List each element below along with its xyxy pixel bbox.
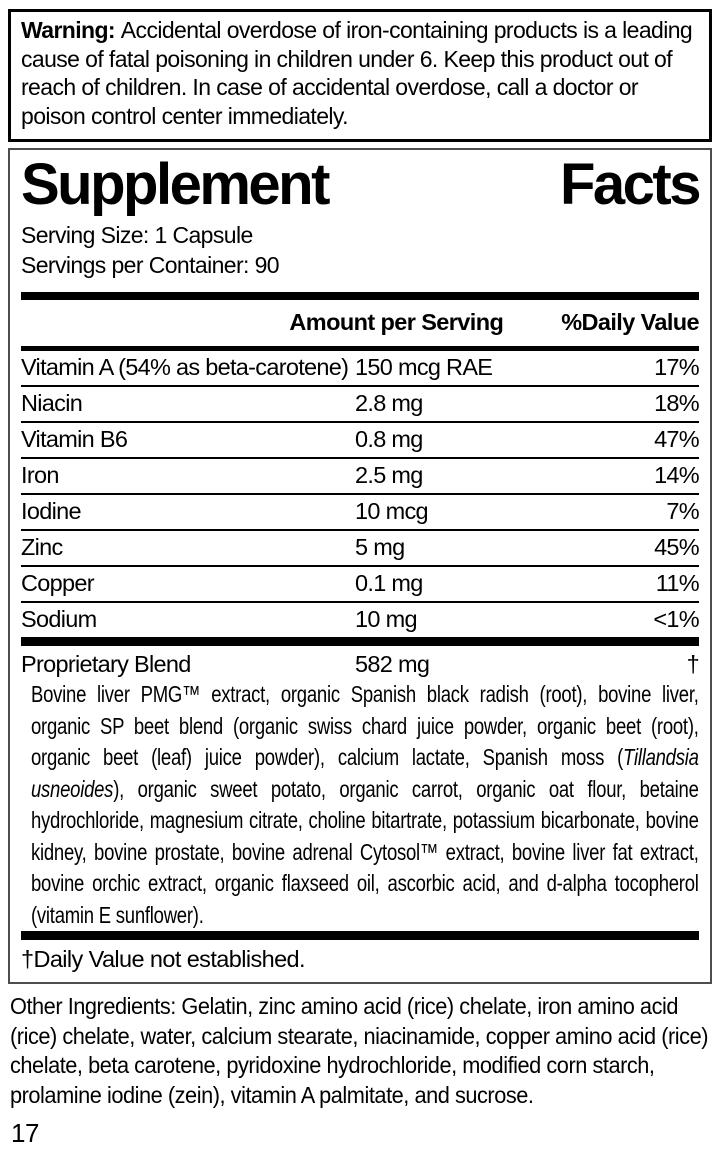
nutrient-name: Vitamin B6 [21,426,128,453]
supplement-facts-panel [8,148,712,984]
table-row [21,601,699,637]
table-row [21,457,699,493]
nutrient-name: Vitamin A (54% as beta-carotene) [21,354,349,381]
warning-label: Warning: [21,17,121,43]
other-ingredients [10,992,712,1110]
nutrient-name: Copper [21,570,94,597]
nutrient-table [21,351,699,637]
warning-text [21,17,692,129]
nutrient-daily-value: 14% [654,462,699,489]
nutrient-amount: 150 mcg RAE [355,354,493,381]
divider-thick-top [21,292,699,300]
nutrient-name: Niacin [21,390,83,417]
blend-description-text [31,679,699,931]
nutrient-daily-value: 11% [655,570,699,597]
proprietary-blend-amount: 582 mg [355,651,430,678]
table-row [21,421,699,457]
blend-latin-name: Tillandsia usneoides [31,744,699,802]
servings-per-container: Servings per Container: 90 [21,252,279,279]
nutrient-amount: 2.5 mg [355,462,423,489]
blend-part-2: ), organic sweet potato, organic carrot, organic oat flour, betaine hydrochloride, magnesium citrate, choline bitartrate, potassium bicarbonate, bovine kidney, bovine prostate, bovine adrenal Cytosol™ extract, bovine liver fat extract, bovine orchic extract, organic flaxseed oil, ascorbic acid, and d-alpha tocopherol (vitamin E sunflower). [31,775,699,928]
other-ingredients-text: Other Ingredients: Gelatin, zinc amino acid (rice) chelate, iron amino acid (rice) chelate, water, calcium stearate, niacinamide, copper amino acid (rice) chelate, beta carotene, pyridoxine hydrochloride, modified corn starch, prolamine iodine (zein), vitamin A palmitate, and sucrose. [10,993,709,1108]
nutrient-name: Iron [21,462,59,489]
title-word-facts: Facts [559,152,699,217]
nutrient-daily-value: <1% [653,606,699,633]
nutrient-amount: 0.8 mg [355,426,423,453]
table-row [21,529,699,565]
nutrient-daily-value: 45% [654,534,699,561]
nutrient-amount: 10 mcg [355,498,428,525]
table-row [21,565,699,601]
nutrient-daily-value: 17% [654,354,699,381]
table-row [21,351,699,385]
warning-box [8,9,712,142]
column-header-daily-value: %Daily Value [561,309,699,336]
nutrient-daily-value: 7% [666,498,699,525]
blend-description [21,679,699,931]
blend-part-1: Bovine liver PMG™ extract, organic Spanish black radish (root), bovine liver, organic SP beet blend (organic swiss chard juice powder, organic beet (root), organic beet (leaf) juice powder), calcium lactate, Spanish moss ( [31,681,699,771]
title-word-supplement: Supplement [21,152,328,217]
nutrient-daily-value: 47% [654,426,699,453]
column-header-amount: Amount per Serving [289,309,504,336]
page-number: 17 [11,1118,39,1149]
warning-body: Accidental overdose of iron-containing products is a leading cause of fatal poisoning in children under 6. Keep this product out of reach of children. In case of accidental overdose, call a doctor or poison control center immediately. [21,17,693,129]
divider-thick-footnote [21,931,699,940]
nutrient-amount: 10 mg [355,606,417,633]
panel-title [21,154,699,215]
table-header [21,300,699,346]
proprietary-blend-dagger: † [686,651,699,678]
nutrient-amount: 2.8 mg [355,390,423,417]
table-row [21,493,699,529]
table-row [21,385,699,421]
nutrient-daily-value: 18% [654,390,699,417]
serving-size: Serving Size: 1 Capsule [21,222,253,249]
nutrient-name: Zinc [21,534,63,561]
divider-thick-blend [21,637,699,646]
table-row-proprietary-blend [21,646,699,679]
nutrient-name: Sodium [21,606,97,633]
nutrient-name: Iodine [21,498,81,525]
nutrient-amount: 5 mg [355,534,405,561]
proprietary-blend-name: Proprietary Blend [21,651,191,678]
nutrient-amount: 0.1 mg [355,570,423,597]
daily-value-footnote: †Daily Value not established. [21,946,305,973]
